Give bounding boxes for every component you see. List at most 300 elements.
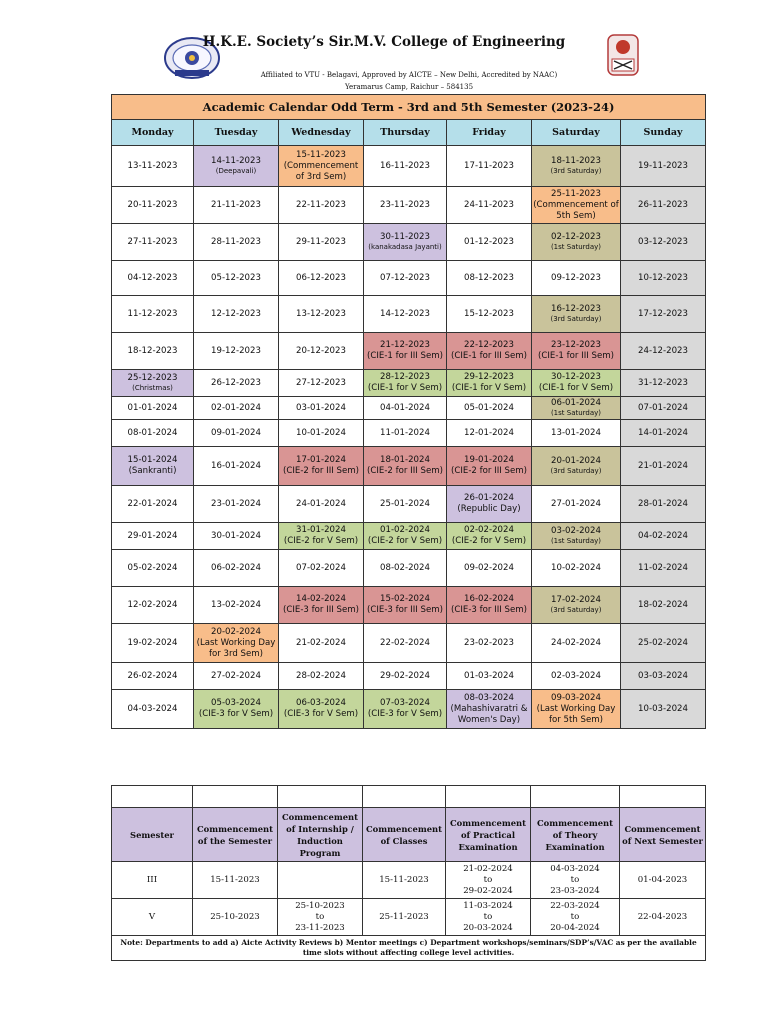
- calendar-day-cell: [364, 146, 447, 187]
- blank-cell: [531, 786, 620, 808]
- day-header-thursday: Thursday: [364, 120, 447, 146]
- calendar-week-row: [112, 550, 706, 587]
- date-text: 07-12-2023: [380, 272, 430, 283]
- calendar-day-cell: [279, 146, 364, 187]
- date-text: 14-11-2023: [211, 156, 261, 166]
- date-text: 26-02-2024: [127, 670, 178, 681]
- date-text: 17-11-2023: [464, 160, 514, 171]
- calendar-day-cell: [364, 397, 447, 420]
- date-text: 13-11-2023: [127, 160, 178, 171]
- date-text: 12-01-2024: [464, 427, 514, 438]
- calendar-day-cell: [532, 550, 621, 587]
- date-text: 06-12-2023: [296, 272, 346, 283]
- date-text: 28-11-2023: [211, 236, 261, 247]
- semester-header-row: [112, 808, 706, 862]
- event-note: (CIE-3 for V Sem): [367, 709, 443, 719]
- event-note: (kanakadasa Jayanti): [368, 243, 442, 251]
- calendar-day-cell: [112, 486, 194, 523]
- semester-date-cell: 22-03-2024 to 20-04-2024: [531, 899, 620, 936]
- calendar-day-cell: [194, 333, 279, 370]
- date-text: 26-01-2024: [464, 493, 514, 503]
- calendar-day-cell: [621, 146, 706, 187]
- blank-cell: [278, 786, 363, 808]
- calendar-week-row: [112, 624, 706, 663]
- semester-label-cell: III: [112, 862, 193, 899]
- calendar-day-cell: [532, 296, 621, 333]
- date-text: 15-01-2024: [127, 455, 178, 465]
- date-text: 15-11-2023: [296, 149, 346, 160]
- date-text: 30-01-2024: [211, 530, 261, 541]
- calendar-day-cell: [621, 261, 706, 296]
- date-text: 22-11-2023: [296, 199, 346, 210]
- semester-date-cell: 11-03-2024 to 20-03-2024: [446, 899, 531, 936]
- calendar-day-cell: [532, 224, 621, 261]
- calendar-day-cell: [279, 261, 364, 296]
- calendar-day-cell: [364, 550, 447, 587]
- day-header-monday: Monday: [112, 120, 194, 146]
- event-note: (Commencement of 5th Sem): [533, 199, 619, 221]
- calendar-day-cell: [279, 486, 364, 523]
- date-text: 24-02-2024: [551, 637, 601, 648]
- event-note: (CIE-2 for V Sem): [283, 536, 359, 546]
- calendar-day-cell: [279, 624, 364, 663]
- date-text: 05-03-2024: [211, 698, 261, 708]
- event-note: (3rd Saturday): [550, 467, 602, 475]
- note-row: [112, 936, 706, 961]
- event-note: (CIE-1 for III Sem): [367, 351, 443, 361]
- calendar-day-cell: [447, 296, 532, 333]
- calendar-day-cell: [447, 624, 532, 663]
- calendar-day-cell: [621, 296, 706, 333]
- date-text: 17-02-2024: [551, 595, 601, 605]
- calendar-day-cell: [194, 550, 279, 587]
- calendar-day-cell: [532, 333, 621, 370]
- date-text: 21-12-2023: [380, 340, 430, 350]
- event-note: (1st Saturday): [550, 537, 602, 545]
- semester-date-cell: 21-02-2024 to 29-02-2024: [446, 862, 531, 899]
- event-note: (3rd Saturday): [550, 167, 602, 175]
- calendar-day-cell: [112, 624, 194, 663]
- day-header-sunday: Sunday: [621, 120, 706, 146]
- calendar-day-cell: [112, 187, 194, 224]
- calendar-week-row: [112, 146, 706, 187]
- date-text: 19-01-2024: [464, 455, 514, 465]
- event-note: (Last Working Day for 3rd Sem): [196, 637, 276, 659]
- date-text: 16-01-2024: [211, 460, 261, 471]
- calendar-day-cell: [532, 523, 621, 550]
- calendar-day-cell: [447, 146, 532, 187]
- date-text: 03-03-2024: [638, 670, 688, 681]
- date-text: 21-02-2024: [296, 637, 346, 648]
- event-note: (CIE-1 for V Sem): [451, 383, 527, 393]
- date-text: 19-02-2024: [127, 637, 178, 648]
- calendar-day-cell: [447, 550, 532, 587]
- calendar-week-row: [112, 420, 706, 447]
- date-text: 18-01-2024: [380, 455, 430, 465]
- date-text: 03-02-2024: [551, 526, 601, 536]
- calendar-day-cell: [112, 296, 194, 333]
- date-text: 03-12-2023: [638, 236, 688, 247]
- date-text: 25-01-2024: [380, 498, 430, 509]
- semester-row: [112, 899, 706, 936]
- date-text: 10-01-2024: [296, 427, 346, 438]
- calendar-day-cell: [279, 663, 364, 690]
- calendar-week-row: [112, 447, 706, 486]
- date-text: 16-11-2023: [380, 160, 430, 171]
- calendar-week-row: [112, 370, 706, 397]
- calendar-day-cell: [112, 333, 194, 370]
- calendar-day-cell: [364, 486, 447, 523]
- date-text: 09-01-2024: [211, 427, 261, 438]
- calendar-day-cell: [112, 224, 194, 261]
- date-text: 30-12-2023: [551, 372, 601, 382]
- calendar-day-cell: [621, 550, 706, 587]
- semester-row: [112, 862, 706, 899]
- date-text: 01-02-2024: [380, 525, 430, 535]
- event-note: (CIE-1 for V Sem): [538, 383, 614, 393]
- date-text: 18-12-2023: [127, 345, 178, 356]
- calendar-day-cell: [364, 187, 447, 224]
- date-text: 24-01-2024: [296, 498, 346, 509]
- date-text: 23-01-2024: [211, 498, 261, 509]
- date-text: 08-03-2024: [464, 692, 514, 703]
- date-text: 13-01-2024: [551, 427, 601, 438]
- semester-header-cell: Commencement of Internship / Induction Program: [278, 808, 363, 862]
- date-text: 24-11-2023: [464, 199, 514, 210]
- date-text: 17-01-2024: [296, 455, 346, 465]
- date-text: 10-03-2024: [638, 703, 688, 714]
- calendar-week-row: [112, 187, 706, 224]
- calendar-day-cell: [364, 420, 447, 447]
- calendar-day-cell: [364, 296, 447, 333]
- date-text: 07-02-2024: [296, 562, 346, 573]
- calendar-day-cell: [194, 486, 279, 523]
- calendar-day-cell: [447, 587, 532, 624]
- calendar-day-cell: [194, 624, 279, 663]
- calendar-day-cell: [621, 663, 706, 690]
- date-text: 13-12-2023: [296, 308, 346, 319]
- calendar-day-cell: [364, 624, 447, 663]
- date-text: 10-12-2023: [638, 272, 688, 283]
- date-text: 06-02-2024: [211, 562, 261, 573]
- calendar-day-cell: [532, 587, 621, 624]
- event-note: (CIE-2 for V Sem): [451, 536, 527, 546]
- date-text: 02-12-2023: [551, 232, 601, 242]
- calendar-day-cell: [364, 587, 447, 624]
- date-text: 09-02-2024: [464, 562, 514, 573]
- footnote-text: Note: Departments to add a) Aicte Activity Reviews b) Mentor meetings c) Department workshops/seminars/SDP’s/VAC as per the available time slots without affecting college level activities.: [112, 936, 706, 961]
- date-text: 07-03-2024: [380, 698, 430, 708]
- date-text: 20-11-2023: [127, 199, 178, 210]
- event-note: (Commencement of 3rd Sem): [283, 160, 359, 182]
- calendar-day-cell: [447, 370, 532, 397]
- calendar-day-cell: [112, 663, 194, 690]
- date-text: 29-02-2024: [380, 670, 430, 681]
- semester-date-cell: [278, 862, 363, 899]
- calendar-day-cell: [279, 397, 364, 420]
- calendar-day-cell: [112, 261, 194, 296]
- date-text: 24-12-2023: [638, 345, 688, 356]
- event-note: (CIE-2 for V Sem): [367, 536, 443, 546]
- calendar-day-cell: [112, 370, 194, 397]
- calendar-day-cell: [194, 146, 279, 187]
- blank-cell: [112, 786, 193, 808]
- calendar-day-cell: [279, 550, 364, 587]
- calendar-day-cell: [194, 523, 279, 550]
- address-text: Yeramarus Camp, Raichur – 584135: [344, 83, 474, 91]
- calendar-week-row: [112, 690, 706, 729]
- date-text: 23-11-2023: [380, 199, 430, 210]
- calendar-day-cell: [112, 587, 194, 624]
- event-note: (Deepavali): [215, 167, 257, 175]
- date-text: 25-12-2023: [127, 373, 178, 383]
- date-text: 26-12-2023: [211, 377, 261, 388]
- date-text: 21-01-2024: [638, 460, 688, 471]
- calendar-week-row: [112, 224, 706, 261]
- calendar-day-cell: [279, 296, 364, 333]
- calendar-day-cell: [447, 663, 532, 690]
- blank-cell: [363, 786, 446, 808]
- date-text: 08-12-2023: [464, 272, 514, 283]
- affiliation-text: Affiliated to VTU - Belagavi, Approved by AICTE – New Delhi, Accredited by NAAC): [260, 71, 558, 79]
- event-note: (Last Working Day for 5th Sem): [536, 703, 616, 725]
- calendar-day-cell: [447, 261, 532, 296]
- date-text: 27-12-2023: [296, 377, 346, 388]
- calendar-day-cell: [279, 333, 364, 370]
- day-header-saturday: Saturday: [532, 120, 621, 146]
- calendar-day-cell: [279, 587, 364, 624]
- date-text: 15-12-2023: [464, 308, 514, 319]
- calendar-day-cell: [194, 397, 279, 420]
- date-text: 02-01-2024: [211, 402, 261, 413]
- event-note: (3rd Saturday): [550, 315, 602, 323]
- event-note: (CIE-3 for V Sem): [283, 709, 359, 719]
- calendar-week-row: [112, 523, 706, 550]
- date-text: 06-01-2024: [551, 398, 601, 408]
- day-header-wednesday: Wednesday: [279, 120, 364, 146]
- calendar-day-cell: [194, 447, 279, 486]
- calendar-day-cell: [621, 486, 706, 523]
- event-note: (1st Saturday): [550, 243, 602, 251]
- date-text: 01-01-2024: [127, 402, 178, 413]
- calendar-day-cell: [112, 523, 194, 550]
- event-note: (Republic Day): [457, 504, 521, 514]
- calendar-day-cell: [621, 624, 706, 663]
- date-text: 07-01-2024: [638, 402, 688, 413]
- date-text: 03-01-2024: [296, 402, 346, 413]
- calendar-day-cell: [364, 523, 447, 550]
- calendar-week-row: [112, 397, 706, 420]
- calendar-day-cell: [112, 146, 194, 187]
- date-text: 17-12-2023: [638, 308, 688, 319]
- calendar-day-cell: [364, 690, 447, 729]
- calendar-day-cell: [532, 663, 621, 690]
- event-note: (CIE-3 for V Sem): [198, 709, 274, 719]
- calendar-day-cell: [279, 224, 364, 261]
- date-text: 16-12-2023: [551, 304, 601, 314]
- calendar-day-cell: [279, 420, 364, 447]
- calendar-day-cell: [364, 224, 447, 261]
- date-text: 12-12-2023: [211, 308, 261, 319]
- calendar-day-cell: [621, 523, 706, 550]
- calendar-day-cell: [447, 397, 532, 420]
- calendar-day-cell: [447, 333, 532, 370]
- calendar-day-cell: [532, 187, 621, 224]
- calendar-day-cell: [279, 370, 364, 397]
- calendar-day-cell: [621, 447, 706, 486]
- event-note: (CIE-2 for III Sem): [367, 466, 443, 476]
- semester-header-cell: Commencement of the Semester: [193, 808, 278, 862]
- calendar-day-cell: [279, 690, 364, 729]
- date-text: 27-01-2024: [551, 498, 601, 509]
- calendar-day-cell: [447, 420, 532, 447]
- date-text: 08-01-2024: [127, 427, 178, 438]
- blank-cell: [193, 786, 278, 808]
- date-text: 25-02-2024: [638, 637, 688, 648]
- college-title: H.K.E. Society’s Sir.M.V. College of Engineering: [202, 34, 566, 50]
- calendar-day-cell: [194, 261, 279, 296]
- calendar-day-cell: [621, 333, 706, 370]
- calendar-day-cell: [112, 447, 194, 486]
- calendar-week-row: [112, 663, 706, 690]
- date-text: 05-01-2024: [464, 402, 514, 413]
- date-text: 31-01-2024: [296, 525, 346, 535]
- calendar-day-cell: [194, 224, 279, 261]
- blank-row: [112, 786, 706, 808]
- calendar-day-cell: [364, 261, 447, 296]
- semester-header-cell: Commencement of Practical Examination: [446, 808, 531, 862]
- date-text: 23-12-2023: [551, 340, 601, 350]
- date-text: 19-12-2023: [211, 345, 261, 356]
- date-text: 29-01-2024: [127, 530, 178, 541]
- event-note: (CIE-3 for III Sem): [367, 605, 443, 615]
- calendar-day-cell: [447, 523, 532, 550]
- date-text: 15-02-2024: [380, 594, 430, 604]
- date-text: 08-02-2024: [380, 562, 430, 573]
- semester-header-cell: Commencement of Next Semester: [620, 808, 706, 862]
- calendar-day-cell: [364, 447, 447, 486]
- calendar-week-row: [112, 587, 706, 624]
- calendar-week-row: [112, 261, 706, 296]
- calendar-day-cell: [112, 420, 194, 447]
- date-text: 11-02-2024: [638, 562, 688, 573]
- calendar-day-cell: [532, 146, 621, 187]
- date-text: 04-12-2023: [127, 272, 178, 283]
- calendar-day-cell: [279, 187, 364, 224]
- calendar-day-cell: [621, 187, 706, 224]
- date-text: 27-11-2023: [127, 236, 178, 247]
- event-note: (Sankranti): [128, 466, 177, 476]
- date-text: 12-02-2024: [127, 599, 178, 610]
- date-text: 22-01-2024: [127, 498, 178, 509]
- calendar-day-cell: [621, 690, 706, 729]
- date-text: 04-01-2024: [380, 402, 430, 413]
- date-text: 20-12-2023: [296, 345, 346, 356]
- date-text: 10-02-2024: [551, 562, 601, 573]
- blank-cell: [446, 786, 531, 808]
- calendar-day-cell: [447, 224, 532, 261]
- calendar-day-cell: [194, 690, 279, 729]
- date-text: 09-12-2023: [551, 272, 601, 283]
- date-text: 06-03-2024: [296, 698, 346, 708]
- semester-date-cell: 01-04-2023: [620, 862, 706, 899]
- date-text: 27-02-2024: [211, 670, 261, 681]
- date-text: 18-02-2024: [638, 599, 688, 610]
- calendar-day-cell: [532, 261, 621, 296]
- date-text: 30-11-2023: [380, 232, 430, 242]
- event-note: (CIE-1 for III Sem): [538, 351, 614, 361]
- date-text: 04-03-2024: [127, 703, 178, 714]
- semester-summary-table: [111, 785, 706, 961]
- semester-label-cell: V: [112, 899, 193, 936]
- calendar-day-cell: [364, 333, 447, 370]
- semester-date-cell: 25-10-2023: [193, 899, 278, 936]
- date-text: 05-02-2024: [127, 562, 178, 573]
- date-text: 20-02-2024: [211, 626, 261, 637]
- date-text: 14-12-2023: [380, 308, 430, 319]
- calendar-week-row: [112, 333, 706, 370]
- date-text: 04-02-2024: [638, 530, 688, 541]
- date-text: 29-11-2023: [296, 236, 346, 247]
- calendar-day-cell: [447, 187, 532, 224]
- calendar-day-cell: [532, 397, 621, 420]
- calendar-day-cell: [621, 587, 706, 624]
- calendar-day-cell: [112, 397, 194, 420]
- calendar-day-cell: [532, 447, 621, 486]
- semester-date-cell: 22-04-2023: [620, 899, 706, 936]
- date-text: 01-03-2024: [464, 670, 514, 681]
- calendar-day-cell: [447, 690, 532, 729]
- date-text: 14-01-2024: [638, 427, 688, 438]
- semester-date-cell: 04-03-2024 to 23-03-2024: [531, 862, 620, 899]
- event-note: (CIE-2 for III Sem): [283, 466, 359, 476]
- semester-header-cell: Commencement of Theory Examination: [531, 808, 620, 862]
- date-text: 31-12-2023: [638, 377, 688, 388]
- event-note: (CIE-3 for III Sem): [283, 605, 359, 615]
- date-text: 01-12-2023: [464, 236, 514, 247]
- calendar-day-cell: [532, 624, 621, 663]
- calendar-week-row: [112, 296, 706, 333]
- date-text: 14-02-2024: [296, 594, 346, 604]
- semester-date-cell: 25-10-2023 to 23-11-2023: [278, 899, 363, 936]
- day-header-tuesday: Tuesday: [194, 120, 279, 146]
- calendar-day-cell: [447, 486, 532, 523]
- calendar-day-cell: [532, 486, 621, 523]
- date-text: 23-02-2023: [464, 637, 514, 648]
- date-text: 28-12-2023: [380, 372, 430, 382]
- date-text: 20-01-2024: [551, 456, 601, 466]
- date-text: 11-12-2023: [127, 308, 178, 319]
- event-note: (CIE-1 for V Sem): [367, 383, 443, 393]
- date-text: 18-11-2023: [551, 156, 601, 166]
- date-text: 19-11-2023: [638, 160, 688, 171]
- calendar-day-cell: [364, 370, 447, 397]
- calendar-day-cell: [194, 187, 279, 224]
- date-text: 02-02-2024: [464, 525, 514, 535]
- calendar-day-cell: [112, 690, 194, 729]
- calendar-day-cell: [194, 587, 279, 624]
- date-text: 26-11-2023: [638, 199, 688, 210]
- calendar-day-cell: [194, 296, 279, 333]
- date-text: 11-01-2024: [380, 427, 430, 438]
- date-text: 25-11-2023: [551, 188, 601, 199]
- calendar-day-cell: [194, 663, 279, 690]
- calendar-day-cell: [364, 663, 447, 690]
- calendar-day-cell: [621, 420, 706, 447]
- academic-calendar-table: [111, 94, 706, 729]
- calendar-day-cell: [194, 370, 279, 397]
- day-header-friday: Friday: [447, 120, 532, 146]
